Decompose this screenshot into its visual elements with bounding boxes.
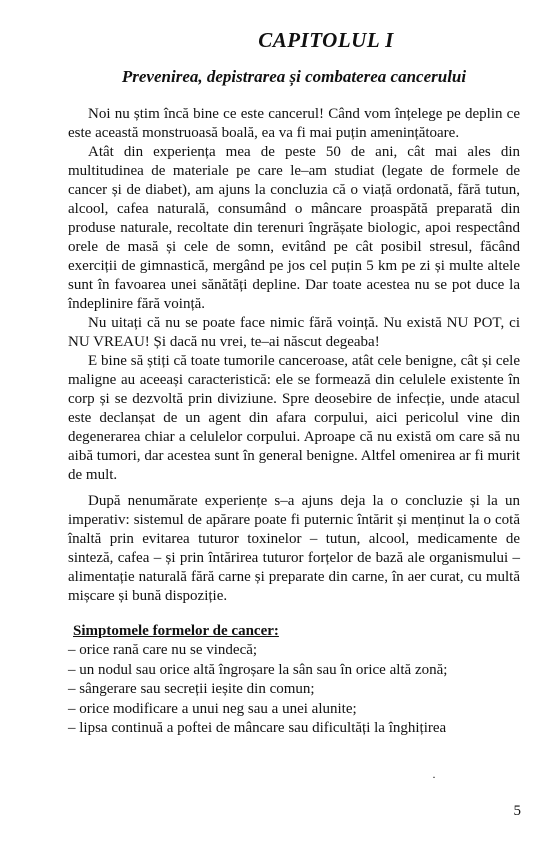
list-item: – orice rană care nu se vindecă;: [68, 642, 258, 658]
paragraph: Atât din experiența mea de peste 50 de ani, cât mai ales din multitudinea de materiale pe care le–am studiat (legate de formele de cancer și de diabet), am ajuns la concluzia că o viață ordonată, fără tutun, alcool, cafea naturală, consumând o mâncare proaspătă preparată din produse naturale, recoltate din terenuri îngrășate biologic, apoi respectând orele de masă și cele de somn, evitând pe cât posibil stresul, făcând exerciții de gimnastică, mergând pe jos cel puțin 5 km pe zi și multe altele sunt în favoarea unei sănătăți depline. Dar toate acestea nu se pot duce la îndeplinire fără voință.: [68, 144, 520, 312]
list-item: – un nodul sau orice altă îngroșare la sân sau în orice altă zonă;: [68, 661, 448, 678]
list-item: – orice modificare a unui neg sau a unei alunite;: [68, 700, 357, 717]
chapter-subtitle: Prevenirea, depistrarea și combaterea cancerului: [121, 67, 467, 86]
paragraph: Nu uitați că nu se poate face nimic fără voință. Nu există NU POT, ci NU VREAU! Și dacă nu vrei, te–ai născut degeaba!: [68, 315, 520, 350]
page-content: [68, 28, 520, 739]
symptoms-section: [68, 622, 520, 739]
list-item: – sângerare sau secreții ieșite din comun;: [68, 681, 315, 697]
page-dot: ·: [432, 770, 436, 784]
paragraph: După nenumărate experiențe s–a ajuns deja la o concluzie și la un imperativ: sistemul de apărare poate fi puternic întărit și menținut la o cotă înaltă prin evitarea tuturor toxinelor – tutun, alcool, medicamente de sinteză, cafea – și prin întărirea tuturor forțelor de bază ale organismului – alimentație naturală fără carne și preparate din carne, în aer curat, cu multă mișcare și bună dispoziție.: [68, 493, 520, 604]
paragraph: Noi nu știm încă bine ce este cancerul! Când vom înțelege pe deplin ce este această monstruoasă boală, ea va fi mai puțin amenințătoare.: [68, 106, 520, 141]
page-number: 5: [513, 803, 521, 819]
symptoms-heading: Simptomele formelor de cancer:: [73, 623, 279, 639]
chapter-title: CAPITOLUL I: [258, 28, 394, 52]
list-item: – lipsa continuă a poftei de mâncare sau dificultăți la înghițirea: [68, 720, 447, 736]
paragraph: E bine să știți că toate tumorile canceroase, atât cele benigne, cât și cele maligne au aceeași caracteristică: ele se formează din celulele existente în corp și se dezvoltă prin diviziune. Spre deosebire de infecție, unde atacul este declanșat de un agent din afara corpului, aici pericolul vine din degenerarea chiar a celulelor corpului. Aproape că nu există om care să nu aibă tumori, dar acestea sunt în general benigne. Altfel omenirea ar fi murit de mult.: [68, 353, 520, 483]
